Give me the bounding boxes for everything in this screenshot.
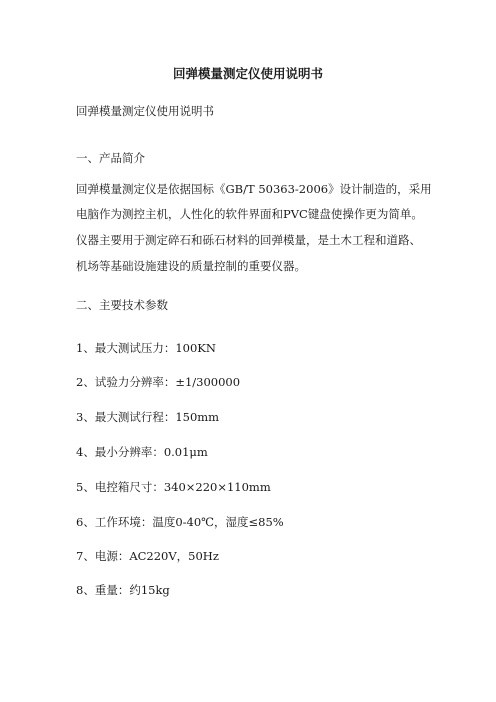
spec-item: 4、最小分辨率：0.01μm [76, 445, 208, 459]
paragraph-line: 回弹模量测定仪是依据国标《GB/T 50363-2006》设计制造的，采用 [76, 182, 432, 196]
document-subtitle: 回弹模量测定仪使用说明书 [76, 104, 214, 118]
spec-item: 1、最大测试压力：100KN [76, 341, 216, 355]
paragraph-line: 仪器主要用于测定碎石和砾石材料的回弹模量，是土木工程和道路、 [76, 233, 421, 247]
spec-item: 2、试验力分辨率：±1/300000 [76, 375, 241, 389]
spec-item: 5、电控箱尺寸：340×220×110mm [76, 480, 271, 494]
paragraph-line: 电脑作为测控主机，人性化的软件界面和PVC键盘使操作更为简单。 [76, 207, 423, 221]
section-heading-product-intro: 一、产品简介 [76, 151, 145, 165]
section-heading-tech-params: 二、主要技术参数 [76, 298, 168, 312]
paragraph-line: 机场等基础设施建设的质量控制的重要仪器。 [76, 259, 306, 273]
document-title: 回弹模量测定仪使用说明书 [172, 66, 323, 81]
spec-item: 8、重量：约15kg [76, 583, 170, 597]
spec-item: 7、电源：AC220V，50Hz [76, 549, 219, 563]
spec-item: 6、工作环境：温度0-40℃，湿度≤85% [76, 515, 284, 529]
spec-item: 3、最大测试行程：150mm [76, 410, 220, 424]
